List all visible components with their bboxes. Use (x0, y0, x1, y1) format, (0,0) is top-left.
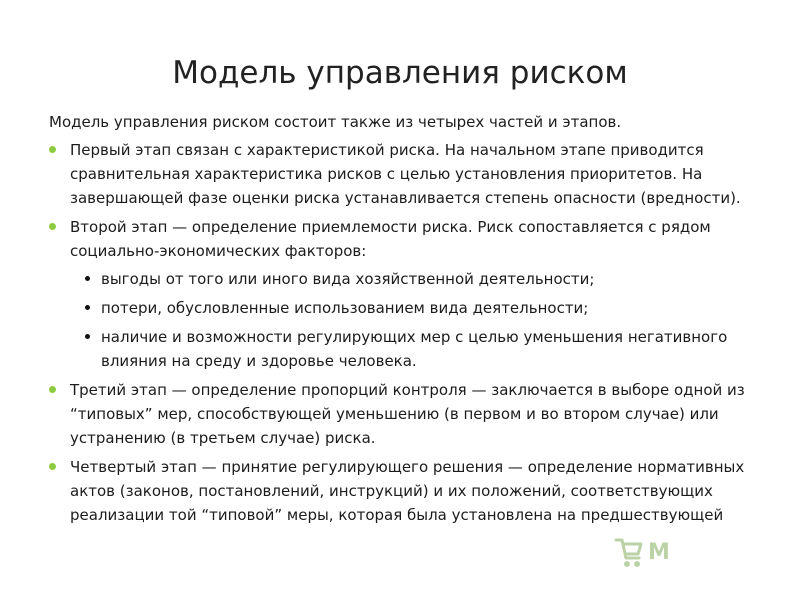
sub-bullet-text: потери, обусловленные использованием вида деятельности; (101, 299, 589, 317)
sub-bullet-list (70, 267, 761, 373)
bullet-text: Второй этап — определение приемлемости риска. Риск сопоставляется с рядом социально-экономических факторов: (70, 218, 711, 260)
cart-logo-icon (612, 534, 644, 570)
sub-bullet-item (70, 325, 761, 373)
bullet-text: Четвертый этап — принятие регулирующего решения — определение нормативных актов (законов, постановлений, инструкций) и их положений, соответствующих реализации той “типовой” меры, которая была установлена на предшествующей (70, 458, 745, 524)
sub-bullet-dot-icon (85, 305, 90, 310)
sub-bullet-text: наличие и возможности регулирующих мер с целью уменьшения негативного влияния на среду и здоровье человека. (101, 328, 728, 370)
bullet-list (49, 138, 761, 527)
watermark-logo (612, 530, 772, 574)
bullet-dot-icon (49, 386, 56, 393)
bullet-dot-icon (49, 463, 56, 470)
bullet-item (49, 138, 761, 210)
watermark-letter: М (648, 539, 670, 565)
bullet-item (49, 455, 761, 527)
sub-bullet-text: выгоды от того или иного вида хозяйственной деятельности; (101, 270, 595, 288)
bullet-dot-icon (49, 146, 56, 153)
bullet-text: Первый этап связан с характеристикой риска. На начальном этапе приводится сравнительная характеристика рисков с целью установления приоритетов. На завершающей фазе оценки риска устанавливается степень опасности (вредности). (70, 141, 741, 207)
sub-bullet-dot-icon (85, 276, 90, 281)
slide-title: Модель управления риском (172, 54, 628, 91)
sub-bullet-dot-icon (85, 334, 90, 339)
slide-body (49, 110, 761, 532)
bullet-item (49, 215, 761, 373)
bullet-item (49, 378, 761, 450)
sub-bullet-item (70, 296, 761, 320)
intro-text: Модель управления риском состоит также из четырех частей и этапов. (49, 113, 622, 131)
bullet-text: Третий этап — определение пропорций контроля — заключается в выборе одной из “типовых” мер, способствующей уменьшению (в первом и во втором случае) или устранению (в третьем случае) риска. (70, 381, 745, 447)
sub-bullet-item (70, 267, 761, 291)
bullet-dot-icon (49, 223, 56, 230)
